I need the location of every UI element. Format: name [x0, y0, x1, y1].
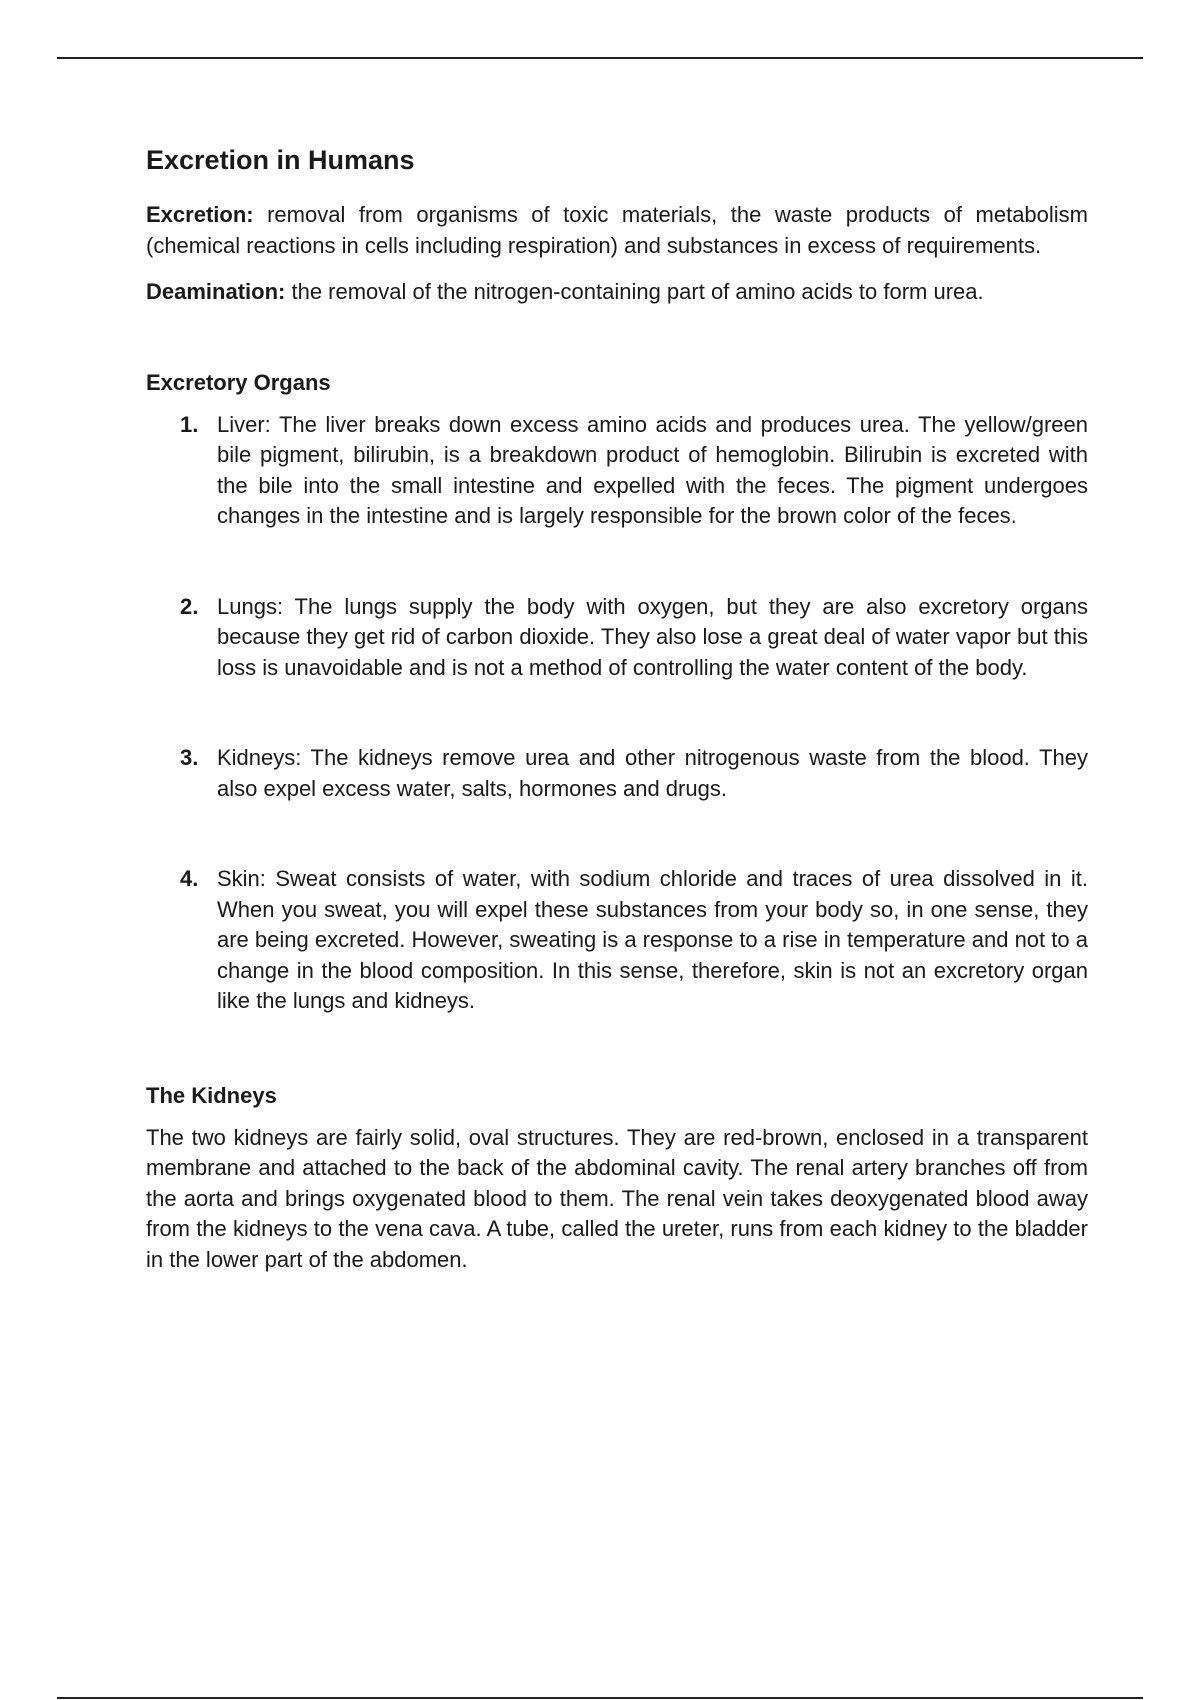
definition-term: Deamination: — [146, 279, 286, 304]
list-item-lungs — [146, 592, 1088, 684]
kidneys-paragraph: The two kidneys are fairly solid, oval structures. They are red-brown, enclosed in a transparent membrane and attached to the back of the abdominal cavity. The renal artery branches off from the aorta and brings oxygenated blood to them. The renal vein takes deoxygenated blood away from the kidneys to the vena cava. A tube, called the ureter, runs from each kidney to the bladder in the lower part of the abdomen. — [146, 1124, 1088, 1272]
section-heading-the-kidneys: The Kidneys — [146, 1082, 277, 1108]
page-title: Excretion in Humans — [146, 145, 415, 175]
top-rule — [57, 57, 1143, 59]
definition-deamination — [146, 277, 1088, 308]
definition-excretion — [146, 200, 1088, 261]
section-heading-excretory-organs: Excretory Organs — [146, 369, 331, 395]
definition-term: Excretion: — [146, 202, 254, 227]
list-number: 1. — [180, 411, 199, 437]
list-item-text: Skin: Sweat consists of water, with sodium chloride and traces of urea dissolved in it. When you sweat, you will expel these substances from your body so, in one sense, they are being excreted. However, sweating is a response to a rise in temperature and not to a change in the blood composition. In this sense, therefore, skin is not an excretory organ like the lungs and kidneys. — [217, 866, 1088, 1013]
bottom-rule — [57, 1697, 1143, 1699]
list-number: 4. — [180, 866, 199, 891]
excretory-organs-list — [146, 410, 1088, 1017]
definition-text: the removal of the nitrogen-containing part of amino acids to form urea. — [285, 279, 984, 304]
list-item-kidneys — [146, 743, 1088, 804]
definition-text: removal from organisms of toxic materials, the waste products of metabolism (chemical reactions in cells including respiration) and substances in excess of requirements. — [146, 202, 1088, 258]
page-content — [146, 142, 1088, 1275]
list-item-text: Liver: The liver breaks down excess amino acids and produces urea. The yellow/green bile pigment, bilirubin, is a breakdown product of hemoglobin. Bilirubin is excreted with the bile into the small intestine and expelled with the feces. The pigment undergoes changes in the intestine and is largely responsible for the brown color of the feces. — [217, 411, 1088, 528]
list-item-liver — [146, 410, 1088, 532]
list-item-skin — [146, 864, 1088, 1017]
list-item-text: Kidneys: The kidneys remove urea and other nitrogenous waste from the blood. They also expel excess water, salts, hormones and drugs. — [217, 745, 1088, 801]
list-item-text: Lungs: The lungs supply the body with oxygen, but they are also excretory organs because they get rid of carbon dioxide. They also lose a great deal of water vapor but this loss is unavoidable and is not a method of controlling the water content of the body. — [217, 593, 1088, 680]
list-number: 3. — [180, 745, 199, 770]
list-number: 2. — [180, 593, 199, 619]
